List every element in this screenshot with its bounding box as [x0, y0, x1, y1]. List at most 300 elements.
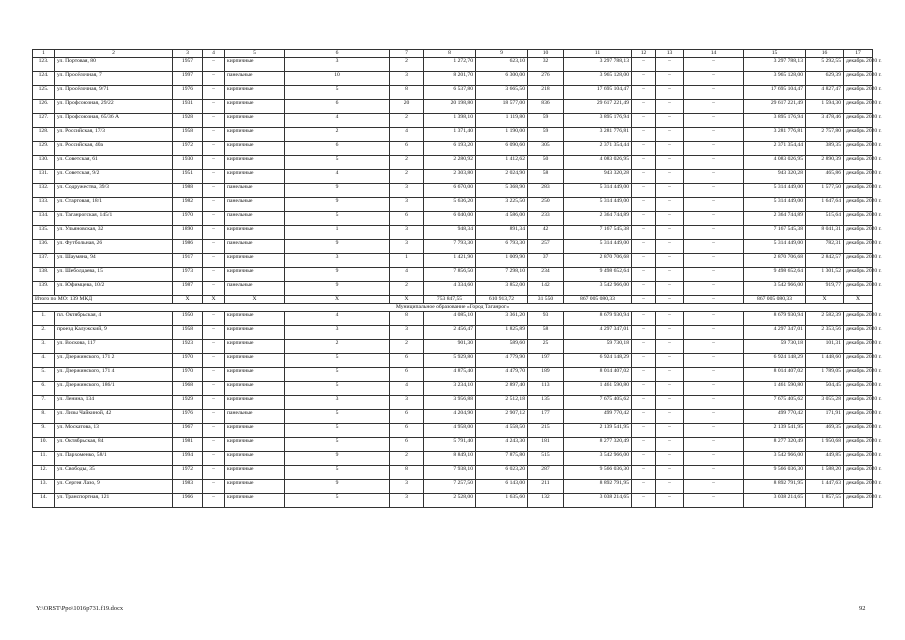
table-cell: 1 421,90 [424, 254, 476, 268]
table-cell: 2 [285, 340, 390, 354]
table-cell: декабрь 2020 г. [844, 240, 873, 254]
table-cell: – [632, 382, 656, 396]
table-cell: – [203, 114, 225, 128]
table-cell: – [684, 142, 744, 156]
table-cell: – [203, 184, 225, 198]
table-cell: 5 [285, 354, 390, 368]
table-cell: 1931 [173, 100, 203, 114]
total-cell: 867 005 080,33 [744, 296, 806, 304]
table-cell: декабрь 2020 г. [844, 226, 873, 240]
table-cell: – [656, 212, 684, 226]
table-cell: 2 364 744,89 [744, 212, 806, 226]
table-cell: декабрь 2020 г. [844, 212, 873, 226]
table-cell: 8 [390, 86, 424, 100]
table-cell: 3 [285, 254, 390, 268]
table-cell: – [656, 452, 684, 466]
table-row [33, 184, 873, 198]
table-cell: 3 [390, 326, 424, 340]
table-cell: 4 586,00 [476, 212, 528, 226]
table-cell: 139. [33, 282, 55, 296]
table-cell: 126. [33, 100, 55, 114]
total-cell: Х [390, 296, 424, 304]
table-cell: ул. Содружества, 39/3 [55, 184, 173, 198]
table-cell: 131. [33, 170, 55, 184]
table-cell: декабрь 2020 г. [844, 282, 873, 296]
table-cell: – [656, 340, 684, 354]
table-cell: кирпичные [225, 424, 285, 438]
table-cell: 9 [285, 452, 390, 466]
table-cell: 276 [528, 72, 564, 86]
table-cell: 6 [390, 212, 424, 226]
table-cell: 465,86 [806, 170, 844, 184]
table-cell: – [656, 226, 684, 240]
table-cell: 1976 [173, 410, 203, 424]
table-cell: 3 [390, 240, 424, 254]
table-cell: – [632, 438, 656, 452]
table-cell: – [684, 212, 744, 226]
table-cell: – [656, 368, 684, 382]
table-cell: 1930 [173, 156, 203, 170]
table-cell: 1 190,00 [476, 128, 528, 142]
table-cell: ул. Шеболдаева, 15 [55, 268, 173, 282]
table-cell: 7 938,10 [424, 466, 476, 480]
table-cell: ул. Шаумяна, 94 [55, 254, 173, 268]
table-cell: декабрь 2020 г. [844, 368, 873, 382]
table-cell: – [684, 240, 744, 254]
table-cell: 589,60 [476, 340, 528, 354]
table-cell: 257 [528, 240, 564, 254]
table-cell: 2 757,80 [806, 128, 844, 142]
table-cell: 2 897,40 [476, 382, 528, 396]
table-cell: – [684, 100, 744, 114]
table-cell: 8 849,10 [424, 452, 476, 466]
table-cell: 6 [390, 368, 424, 382]
table-cell: 8 277 320,49 [564, 438, 632, 452]
total-cell: 610 913,72 [476, 296, 528, 304]
table-cell: 4 827,47 [806, 86, 844, 100]
table-cell: кирпичные [225, 114, 285, 128]
table-cell: 2 353,56 [806, 326, 844, 340]
table-cell: декабрь 2020 г. [844, 86, 873, 100]
table-cell: 836 [528, 100, 564, 114]
table-cell: кирпичные [225, 480, 285, 494]
table-cell: 1 594,30 [806, 100, 844, 114]
table-cell: 2 [390, 170, 424, 184]
table-cell: – [656, 156, 684, 170]
table-cell: 59 [528, 114, 564, 128]
table-cell: 3 [390, 198, 424, 212]
table-cell: кирпичные [225, 156, 285, 170]
table-cell: ул. Таганрогская, 145/1 [55, 212, 173, 226]
table-cell: 3 665,50 [476, 86, 528, 100]
table-cell: ул. Портовая, 80 [55, 58, 173, 72]
table-cell: 5 314 449,00 [564, 184, 632, 198]
table-cell: панельные [225, 282, 285, 296]
total-cell: 31 550 [528, 296, 564, 304]
table-cell: декабрь 2020 г. [844, 480, 873, 494]
table-cell: 134. [33, 212, 55, 226]
table-cell: 1988 [173, 184, 203, 198]
table-cell: 1987 [173, 282, 203, 296]
table-cell: 2 371 354,44 [744, 142, 806, 156]
table-cell: ул. Дзержинского, 171 2 [55, 354, 173, 368]
table-cell: – [632, 268, 656, 282]
table-cell: 1 448,60 [806, 354, 844, 368]
table-cell: 20 198,80 [424, 100, 476, 114]
table-cell: 4 [285, 170, 390, 184]
table-cell: кирпичные [225, 312, 285, 326]
table-cell: – [632, 452, 656, 466]
table-cell: 197 [528, 354, 564, 368]
table-cell: ул. Москатова, 13 [55, 424, 173, 438]
table-cell: 3 [390, 494, 424, 508]
table-cell: – [656, 86, 684, 100]
table-cell: 9 [285, 282, 390, 296]
table-cell: кирпичные [225, 128, 285, 142]
table-cell: 3 038 214,65 [744, 494, 806, 508]
table-cell: – [203, 86, 225, 100]
table-cell: 1973 [173, 268, 203, 282]
table-cell: 623,10 [476, 58, 528, 72]
table-cell: 2 842,57 [806, 254, 844, 268]
table-cell: 1958 [173, 326, 203, 340]
table-cell: 6 300,00 [476, 72, 528, 86]
table-cell: 3 [390, 396, 424, 410]
table-cell: 1 371,40 [424, 128, 476, 142]
table-cell: 943 320,28 [564, 170, 632, 184]
table-cell: 5 [285, 466, 390, 480]
table-cell: 1950 [173, 312, 203, 326]
table-cell: 1983 [173, 480, 203, 494]
table-cell: ул. Сергея Лазо, 9 [55, 480, 173, 494]
table-cell: 4 243,30 [476, 438, 528, 452]
table-cell: 5 [285, 382, 390, 396]
table-cell: декабрь 2020 г. [844, 466, 873, 480]
table-cell: – [656, 494, 684, 508]
table-row [33, 396, 873, 410]
table-cell: 1970 [173, 354, 203, 368]
table-cell: 101,31 [806, 340, 844, 354]
column-number-cell: 14 [684, 50, 744, 58]
table-cell: – [203, 268, 225, 282]
table-cell: 5 314 449,00 [564, 240, 632, 254]
table-cell: 7 793,30 [424, 240, 476, 254]
table-cell: декабрь 2020 г. [844, 494, 873, 508]
table-cell: 7 167 545,38 [744, 226, 806, 240]
table-cell: 18 577,00 [476, 100, 528, 114]
table-cell: кирпичные [225, 368, 285, 382]
table-cell: 1958 [173, 128, 203, 142]
table-cell: 1 272,70 [424, 58, 476, 72]
table-cell: ул. Российская, 17/3 [55, 128, 173, 142]
table-row [33, 438, 873, 452]
table-cell: 8. [33, 410, 55, 424]
column-number-cell: 12 [632, 50, 656, 58]
table-cell: 135 [528, 396, 564, 410]
table-cell: – [203, 494, 225, 508]
table-cell: 389,35 [806, 142, 844, 156]
table-row [33, 198, 873, 212]
table-cell: 7 257,50 [424, 480, 476, 494]
table-cell: 6 023,20 [476, 466, 528, 480]
table-cell: 9 [285, 480, 390, 494]
table-cell: 1 447,63 [806, 480, 844, 494]
table-cell: ул. Ленина, 134 [55, 396, 173, 410]
table-cell: 10. [33, 438, 55, 452]
table-cell: 5 314 449,00 [744, 198, 806, 212]
table-cell: 4 334,60 [424, 282, 476, 296]
table-cell: 29 617 221,49 [564, 100, 632, 114]
total-cell: Х [285, 296, 390, 304]
table-cell: 1917 [173, 254, 203, 268]
table-cell: 5 [285, 368, 390, 382]
column-number-cell: 17 [844, 50, 873, 58]
table-cell: 113 [528, 382, 564, 396]
table-cell: – [656, 184, 684, 198]
table-cell: 1. [33, 312, 55, 326]
table-cell: – [632, 72, 656, 86]
table-cell: – [684, 128, 744, 142]
table-cell: – [203, 142, 225, 156]
table-cell: 181 [528, 438, 564, 452]
table-cell: 919,77 [806, 282, 844, 296]
table-cell: 250 [528, 198, 564, 212]
table-cell: 782,31 [806, 240, 844, 254]
table-cell: 136. [33, 240, 55, 254]
table-cell: 13. [33, 480, 55, 494]
table-cell: – [684, 170, 744, 184]
table-cell: 4 [285, 114, 390, 128]
table-cell: 6 670,00 [424, 184, 476, 198]
table-cell: – [632, 466, 656, 480]
table-cell: проезд Калужский, 9 [55, 326, 173, 340]
table-cell: – [656, 382, 684, 396]
table-cell: 1966 [173, 494, 203, 508]
table-cell: 9 566 036,30 [564, 466, 632, 480]
table-cell: 4 [390, 128, 424, 142]
table-cell: – [203, 212, 225, 226]
table-cell: – [684, 312, 744, 326]
table-cell: 7 167 545,38 [564, 226, 632, 240]
table-cell: – [656, 268, 684, 282]
table-cell: 1 635,60 [476, 494, 528, 508]
table-cell: 25 [528, 340, 564, 354]
table-cell: декабрь 2020 г. [844, 170, 873, 184]
table-cell: кирпичные [225, 326, 285, 340]
table-cell: декабрь 2020 г. [844, 128, 873, 142]
table-cell: 504,45 [806, 382, 844, 396]
table-cell: – [656, 466, 684, 480]
table-cell: кирпичные [225, 254, 285, 268]
table-row [33, 326, 873, 340]
table-cell: 1994 [173, 452, 203, 466]
table-cell: 499 770,42 [744, 410, 806, 424]
table-cell: 9 498 652,64 [744, 268, 806, 282]
table-cell: панельные [225, 212, 285, 226]
table-cell: декабрь 2020 г. [844, 424, 873, 438]
table-cell: 5 636,20 [424, 198, 476, 212]
table-cell: 2 870 706,68 [744, 254, 806, 268]
column-number-cell: 11 [564, 50, 632, 58]
table-cell: – [656, 254, 684, 268]
table-row [33, 58, 873, 72]
table-cell: – [203, 156, 225, 170]
table-cell: кирпичные [225, 226, 285, 240]
table-cell: 1957 [173, 58, 203, 72]
table-cell: 9 566 036,30 [744, 466, 806, 480]
table-row [33, 382, 873, 396]
table-cell: – [632, 424, 656, 438]
table-cell: – [656, 282, 684, 296]
table-cell: – [203, 466, 225, 480]
table-cell: кирпичные [225, 100, 285, 114]
section-title: Муниципальное образование «Город Таганрог» [33, 304, 873, 312]
table-cell: – [632, 86, 656, 100]
table-cell: 469,35 [806, 424, 844, 438]
table-cell: 515 [528, 452, 564, 466]
table-cell: – [684, 382, 744, 396]
table-cell: 6 040,00 [424, 212, 476, 226]
table-cell: 59 [528, 128, 564, 142]
table-cell: декабрь 2020 г. [844, 100, 873, 114]
table-row [33, 268, 873, 282]
table-cell: кирпичные [225, 86, 285, 100]
table-cell: ул. Ульяновская, 32 [55, 226, 173, 240]
table-row [33, 170, 873, 184]
table-cell: 3 281 776,81 [744, 128, 806, 142]
table-cell: ул. Просёлочная, 7 [55, 72, 173, 86]
column-number-cell: 4 [203, 50, 225, 58]
table-cell: 6 924 148,29 [564, 354, 632, 368]
table-cell: кирпичные [225, 142, 285, 156]
table-cell: 123. [33, 58, 55, 72]
table-cell: 901,30 [424, 340, 476, 354]
table-cell: 218 [528, 86, 564, 100]
table-cell: ул. Советская, 61 [55, 156, 173, 170]
table-cell: 1 588,20 [806, 466, 844, 480]
table-cell: ул. Просёлочная, 9/71 [55, 86, 173, 100]
table-cell: ул. Стартовая, 18/1 [55, 198, 173, 212]
table-cell: – [203, 198, 225, 212]
table-cell: 20 [390, 100, 424, 114]
table-cell: 233 [528, 212, 564, 226]
total-cell: 753 847,55 [424, 296, 476, 304]
table-cell: декабрь 2020 г. [844, 354, 873, 368]
table-row [33, 240, 873, 254]
table-cell: 1 301,52 [806, 268, 844, 282]
table-cell: декабрь 2020 г. [844, 268, 873, 282]
table-cell: – [684, 368, 744, 382]
table-cell: 142 [528, 282, 564, 296]
table-cell: ул. Октябрьская, 84 [55, 438, 173, 452]
table-cell: ул. Профсоюзная, 29/22 [55, 100, 173, 114]
table-cell: 6 [390, 438, 424, 452]
table-cell: – [684, 396, 744, 410]
table-cell: 29 617 221,49 [744, 100, 806, 114]
table-cell: панельные [225, 198, 285, 212]
table-row [33, 480, 873, 494]
column-number-cell: 13 [656, 50, 684, 58]
table-cell: – [684, 156, 744, 170]
table-cell: 1972 [173, 142, 203, 156]
table-cell: – [632, 226, 656, 240]
table-cell: 5 314 449,00 [564, 198, 632, 212]
total-cell: Х [225, 296, 285, 304]
table-cell: – [656, 410, 684, 424]
table-cell: 3 965 128,00 [744, 72, 806, 86]
table-cell: 5 368,90 [476, 184, 528, 198]
table-row [33, 312, 873, 326]
table-cell: 4 875,40 [424, 368, 476, 382]
table-cell: – [203, 58, 225, 72]
table-cell: – [632, 58, 656, 72]
table-row [33, 354, 873, 368]
table-cell: 6 924 148,29 [744, 354, 806, 368]
table-cell: 3 297 788,13 [744, 58, 806, 72]
column-number-header-row [33, 50, 873, 58]
table-cell: 3 542 966,00 [564, 282, 632, 296]
table-cell: 3 234,10 [424, 382, 476, 396]
table-cell: ул. Пархоменко, 58/1 [55, 452, 173, 466]
table-row [33, 226, 873, 240]
table-cell: 125. [33, 86, 55, 100]
column-number-cell: 2 [55, 50, 173, 58]
table-cell: 4 558,50 [476, 424, 528, 438]
table-cell: 133. [33, 198, 55, 212]
column-number-cell: 8 [424, 50, 476, 58]
table-cell: 1 [285, 226, 390, 240]
table-cell: 177 [528, 410, 564, 424]
table-cell: 9 498 652,64 [564, 268, 632, 282]
table-cell: 2 [390, 282, 424, 296]
table-cell: 135. [33, 226, 55, 240]
table-cell: – [632, 368, 656, 382]
table-cell: 3 895 176,94 [744, 114, 806, 128]
table-cell: – [632, 282, 656, 296]
table-cell: 3 542 966,00 [564, 452, 632, 466]
table-cell: 287 [528, 466, 564, 480]
table-cell: 1 789,05 [806, 368, 844, 382]
table-cell: – [684, 282, 744, 296]
table-cell: кирпичные [225, 466, 285, 480]
table-cell: панельные [225, 410, 285, 424]
table-cell: – [632, 114, 656, 128]
table-cell: 8 014 407,02 [564, 368, 632, 382]
table-cell: – [656, 142, 684, 156]
table-cell: 3 542 966,00 [744, 452, 806, 466]
table-cell: – [632, 494, 656, 508]
table-cell: 6 [285, 142, 390, 156]
table-cell: ул. Дзержинского, 171 4 [55, 368, 173, 382]
table-row [33, 156, 873, 170]
column-number-cell: 3 [173, 50, 203, 58]
table-cell: – [632, 326, 656, 340]
table-cell: 1 950,68 [806, 438, 844, 452]
table-cell: 1 461 590,80 [564, 382, 632, 396]
table-cell: 1970 [173, 212, 203, 226]
table-cell: 3 [390, 226, 424, 240]
table-cell: 1928 [173, 114, 203, 128]
table-cell: 3 965 128,00 [564, 72, 632, 86]
table-cell: 171,91 [806, 410, 844, 424]
table-cell: 9 [285, 240, 390, 254]
table-cell: 2 364 744,89 [564, 212, 632, 226]
table-cell: – [684, 58, 744, 72]
table-cell: 2 [390, 114, 424, 128]
table-cell: 6 193,20 [424, 142, 476, 156]
table-cell: 3 478,46 [806, 114, 844, 128]
table-cell: 515,64 [806, 212, 844, 226]
